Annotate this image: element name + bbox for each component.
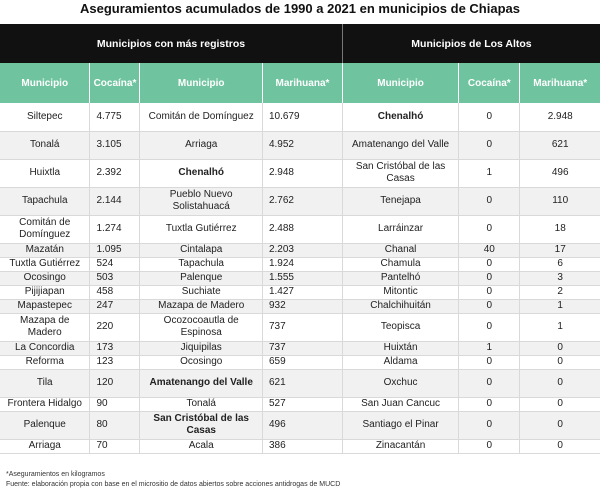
table-cell-value: 0	[459, 299, 520, 313]
table-cell-municipio: Acala	[140, 439, 262, 453]
table-cell-value: 1.427	[262, 285, 342, 299]
table-cell-value: 0	[459, 257, 520, 271]
table-cell-municipio: Ocosingo	[140, 355, 262, 369]
table-cell-municipio: La Concordia	[0, 341, 90, 355]
table-cell-value: 0	[459, 131, 520, 159]
table-cell-value: 659	[262, 355, 342, 369]
table-cell-municipio: Chenalhó	[140, 159, 262, 187]
table-cell-municipio: Chenalhó	[342, 103, 458, 131]
table-cell-municipio: Chamula	[342, 257, 458, 271]
table-cell-municipio: Cintalapa	[140, 243, 262, 257]
table-row	[0, 257, 600, 271]
table-cell-value: 1	[459, 341, 520, 355]
table-cell-value: 110	[520, 187, 600, 215]
table-cell-municipio: Palenque	[0, 411, 90, 439]
table-cell-municipio: Tonalá	[0, 131, 90, 159]
table-cell-value: 247	[90, 299, 140, 313]
table-cell-value: 496	[262, 411, 342, 439]
table-cell-value: 621	[262, 369, 342, 397]
table-cell-value: 2.144	[90, 187, 140, 215]
table-row	[0, 271, 600, 285]
table-cell-value: 120	[90, 369, 140, 397]
table-cell-municipio: Tapachula	[0, 187, 90, 215]
table-cell-value: 90	[90, 397, 140, 411]
table-cell-value: 2.948	[262, 159, 342, 187]
table-cell-value: 524	[90, 257, 140, 271]
table-cell-municipio: Tapachula	[140, 257, 262, 271]
table-cell-value: 2.488	[262, 215, 342, 243]
table-cell-municipio: Mapastepec	[0, 299, 90, 313]
table-cell-municipio: Mazapa de Madero	[0, 313, 90, 341]
table-cell-value: 1	[459, 159, 520, 187]
table-cell-value: 10.679	[262, 103, 342, 131]
table-cell-value: 737	[262, 341, 342, 355]
table-cell-municipio: Pantelhó	[342, 271, 458, 285]
group-header-los-altos: Municipios de Los Altos	[342, 24, 600, 63]
table-cell-municipio: Tenejapa	[342, 187, 458, 215]
table-row	[0, 243, 600, 257]
table-cell-municipio: Arriaga	[140, 131, 262, 159]
table-row	[0, 215, 600, 243]
table-cell-value: 1	[520, 299, 600, 313]
table-cell-municipio: San Juan Cancuc	[342, 397, 458, 411]
table-cell-municipio: Palenque	[140, 271, 262, 285]
table-cell-value: 18	[520, 215, 600, 243]
table-cell-value: 503	[90, 271, 140, 285]
table-cell-municipio: Ocosingo	[0, 271, 90, 285]
data-table	[0, 24, 600, 454]
column-header: Municipio	[140, 63, 262, 103]
table-cell-value: 80	[90, 411, 140, 439]
table-cell-municipio: Comitán de Domínguez	[140, 103, 262, 131]
table-cell-municipio: Teopisca	[342, 313, 458, 341]
table-cell-municipio: Tuxtla Gutiérrez	[0, 257, 90, 271]
table-cell-value: 1.095	[90, 243, 140, 257]
table-cell-value: 2	[520, 285, 600, 299]
table-cell-value: 70	[90, 439, 140, 453]
table-cell-value: 2.392	[90, 159, 140, 187]
table-cell-municipio: Jiquipilas	[140, 341, 262, 355]
table-cell-value: 0	[520, 439, 600, 453]
table-row	[0, 341, 600, 355]
table-cell-value: 496	[520, 159, 600, 187]
table-cell-municipio: Amatenango del Valle	[140, 369, 262, 397]
table-cell-municipio: Ocozocoautla de Espinosa	[140, 313, 262, 341]
column-header: Cocaína*	[90, 63, 140, 103]
table-row	[0, 131, 600, 159]
table-cell-value: 6	[520, 257, 600, 271]
table-cell-municipio: San Cristóbal de las Casas	[342, 159, 458, 187]
table-cell-municipio: Zinacantán	[342, 439, 458, 453]
source-note: Fuente: elaboración propia con base en el micrositio de datos abiertos sobre acciones antidrogas de MUCD	[6, 481, 341, 488]
table-cell-value: 220	[90, 313, 140, 341]
table-cell-value: 737	[262, 313, 342, 341]
table-row	[0, 313, 600, 341]
table-cell-value: 0	[459, 313, 520, 341]
table-cell-value: 4.775	[90, 103, 140, 131]
table-cell-municipio: Amatenango del Valle	[342, 131, 458, 159]
table-cell-municipio: Mitontic	[342, 285, 458, 299]
table-cell-municipio: Frontera Hidalgo	[0, 397, 90, 411]
table-row	[0, 411, 600, 439]
table-row	[0, 355, 600, 369]
table-row	[0, 285, 600, 299]
table-cell-value: 0	[459, 439, 520, 453]
table-cell-municipio: Siltepec	[0, 103, 90, 131]
column-header: Municipio	[342, 63, 458, 103]
group-header-most-records: Municipios con más registros	[0, 24, 342, 63]
table-cell-value: 0	[459, 103, 520, 131]
table-cell-value: 17	[520, 243, 600, 257]
table-cell-value: 40	[459, 243, 520, 257]
footnotes	[6, 470, 596, 490]
table-cell-value: 123	[90, 355, 140, 369]
table-cell-value: 1.924	[262, 257, 342, 271]
table-cell-value: 3	[520, 271, 600, 285]
page-title: Aseguramientos acumulados de 1990 a 2021 en municipios de Chiapas	[80, 1, 520, 16]
table-cell-value: 0	[520, 397, 600, 411]
table-cell-municipio: Tuxtla Gutiérrez	[140, 215, 262, 243]
table-cell-value: 2.203	[262, 243, 342, 257]
table-cell-municipio: Mazatán	[0, 243, 90, 257]
table-row	[0, 397, 600, 411]
table-cell-value: 1.274	[90, 215, 140, 243]
table-cell-municipio: Huixtán	[342, 341, 458, 355]
table-cell-value: 458	[90, 285, 140, 299]
table-row	[0, 299, 600, 313]
table-cell-value: 1	[520, 313, 600, 341]
table-cell-municipio: Santiago el Pinar	[342, 411, 458, 439]
table-cell-municipio: Oxchuc	[342, 369, 458, 397]
unit-note: *Aseguramientos en kilogramos	[6, 471, 105, 478]
table-row	[0, 439, 600, 453]
table-cell-value: 386	[262, 439, 342, 453]
table-row	[0, 187, 600, 215]
table-row	[0, 103, 600, 131]
table-cell-municipio: Comitán de Domínguez	[0, 215, 90, 243]
table-cell-value: 0	[520, 411, 600, 439]
table-cell-value: 527	[262, 397, 342, 411]
table-cell-value: 0	[459, 187, 520, 215]
table-cell-municipio: Pueblo Nuevo Solistahuacá	[140, 187, 262, 215]
table-cell-value: 3.105	[90, 131, 140, 159]
table-cell-municipio: Chalchihuitán	[342, 299, 458, 313]
table-cell-municipio: Pijijiapan	[0, 285, 90, 299]
table-cell-value: 0	[459, 369, 520, 397]
table-cell-value: 0	[459, 285, 520, 299]
column-header: Municipio	[0, 63, 90, 103]
table-row	[0, 159, 600, 187]
table-cell-municipio: Huixtla	[0, 159, 90, 187]
table-cell-municipio: Arriaga	[0, 439, 90, 453]
table-cell-municipio: Reforma	[0, 355, 90, 369]
table-cell-value: 0	[520, 341, 600, 355]
table-cell-value: 0	[459, 397, 520, 411]
table-body	[0, 103, 600, 453]
table-cell-value: 0	[459, 411, 520, 439]
table-cell-municipio: Suchiate	[140, 285, 262, 299]
table-cell-municipio: Aldama	[342, 355, 458, 369]
table-cell-municipio: Tila	[0, 369, 90, 397]
table-cell-municipio: Larráinzar	[342, 215, 458, 243]
column-header: Cocaína*	[459, 63, 520, 103]
table-row	[0, 369, 600, 397]
table-cell-municipio: Chanal	[342, 243, 458, 257]
table-cell-value: 621	[520, 131, 600, 159]
table-cell-value: 2.762	[262, 187, 342, 215]
table-cell-value: 932	[262, 299, 342, 313]
column-header: Marihuana*	[520, 63, 600, 103]
table-cell-municipio: Tonalá	[140, 397, 262, 411]
table-cell-value: 173	[90, 341, 140, 355]
table-cell-value: 1.555	[262, 271, 342, 285]
table-cell-value: 0	[459, 355, 520, 369]
table-cell-value: 2.948	[520, 103, 600, 131]
table-cell-value: 0	[459, 215, 520, 243]
table-cell-municipio: San Cristóbal de las Casas	[140, 411, 262, 439]
table-cell-municipio: Mazapa de Madero	[140, 299, 262, 313]
table-cell-value: 0	[520, 355, 600, 369]
table-cell-value: 0	[520, 369, 600, 397]
table-cell-value: 4.952	[262, 131, 342, 159]
table-cell-value: 0	[459, 271, 520, 285]
column-header: Marihuana*	[262, 63, 342, 103]
